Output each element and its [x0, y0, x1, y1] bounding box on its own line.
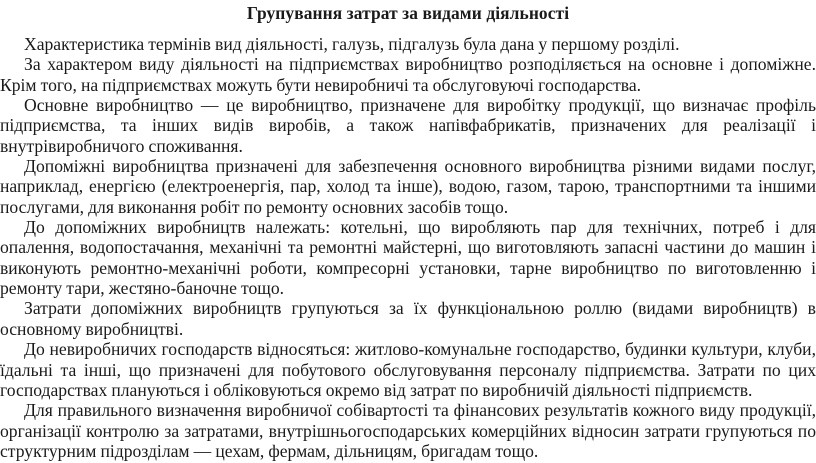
document-title: Групування затрат за видами діяльності	[246, 3, 570, 23]
paragraph-5: До допоміжних виробництв належать: котельні, що виробляють пар для технічних, потреб і для опалення, водопостачання, механічні та ремонтні майстерні, що виготовляють запасні частини до машин і виконують ремонтно-механічні роботи, компресорні установки, тарне виробництво по виготовленню і ремонту тари, жестяно-баночне тощо.	[0, 217, 816, 299]
paragraph-3: Основне виробництво — це виробництво, призначене для виробітку продукції, що визначає профіль підприємства, та інших видів виробів, а також напівфабрикатів, призначених для реалізації і внутрівиробничого споживання.	[0, 95, 816, 156]
paragraph-8: Для правильного визначення виробничої собівартості та фінансових результатів кожного виду продукції, організації контролю за затратами, внутрішньогосподарських комерційних відносин затрати групуються по структурним підрозділам — цехам, фермам, дільницям, бригадам тощо.	[0, 400, 816, 461]
paragraph-2: За характером виду діяльності на підприємствах виробництво розподіляється на основне і допоміжне. Крім того, на підприємствах можуть бути невиробничі та обслуговуючі господарства.	[0, 54, 816, 95]
paragraph-4: Допоміжні виробництва призначені для забезпечення основного виробництва різними видами послуг, наприклад, енергією (електроенергія, пар, холод та інше), водою, газом, тарою, транспортними та іншими послугами, для виконання робіт по ремонту основних засобів тощо.	[0, 156, 816, 217]
paragraph-6: Затрати допоміжних виробництв групуються за їх функціональною роллю (видами виробництв) в основному виробництві.	[0, 298, 816, 339]
paragraph-7: До невиробничих господарств відносяться: житлово-комунальне господарство, будинки культури, клуби, їдальні та інші, що призначені для побутового обслуговування персоналу підприємства. Затрати по цих господарствах плануються і обліковуються окремо від затрат по виробничій діяльності підприємств.	[0, 339, 816, 400]
paragraph-1: Характеристика термінів вид діяльності, галузь, підгалузь була дана у першому розділі.	[24, 34, 680, 54]
